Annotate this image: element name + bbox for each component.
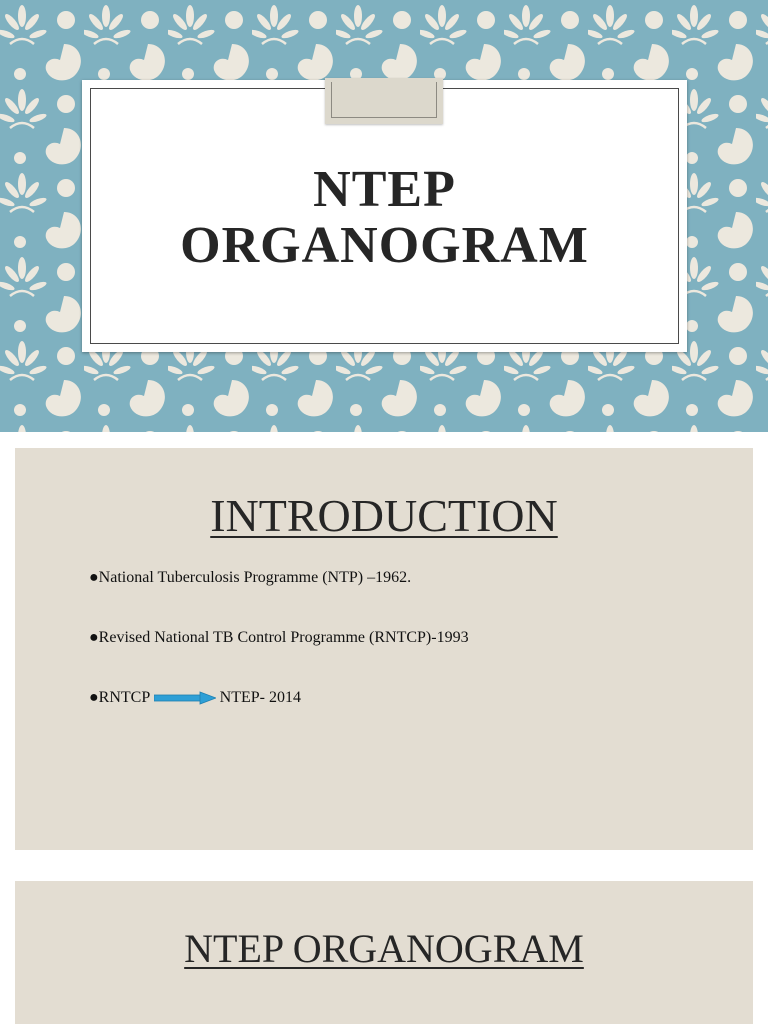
title-slide	[0, 0, 768, 432]
slide-heading: NTEP ORGANOGRAM	[184, 926, 584, 971]
slide-title	[82, 162, 687, 274]
bullet-marker: ●	[89, 569, 99, 586]
bullet-text: Revised National TB Control Programme (RNTCP)-1993	[98, 629, 469, 646]
bullet-to-text: NTEP- 2014	[219, 689, 301, 706]
slide-heading: INTRODUCTION	[210, 490, 558, 541]
title-card-tab-border	[331, 82, 437, 118]
slide-title-line2: ORGANOGRAM	[180, 217, 589, 274]
bullet-text: National Tuberculosis Programme (NTP) –1962.	[98, 569, 412, 586]
bullet-marker: ●	[89, 629, 99, 646]
title-card-tab	[325, 78, 443, 124]
bullet-item	[89, 568, 411, 588]
introduction-slide	[15, 448, 753, 850]
bullet-marker: ●	[89, 689, 99, 706]
right-arrow-icon	[154, 691, 216, 705]
bullet-from-text: RNTCP	[98, 689, 150, 706]
title-card	[82, 80, 687, 352]
bullet-item	[89, 628, 469, 648]
bullet-item	[89, 688, 301, 708]
organogram-slide	[15, 881, 753, 1024]
slide-title-line1: NTEP	[313, 161, 456, 218]
